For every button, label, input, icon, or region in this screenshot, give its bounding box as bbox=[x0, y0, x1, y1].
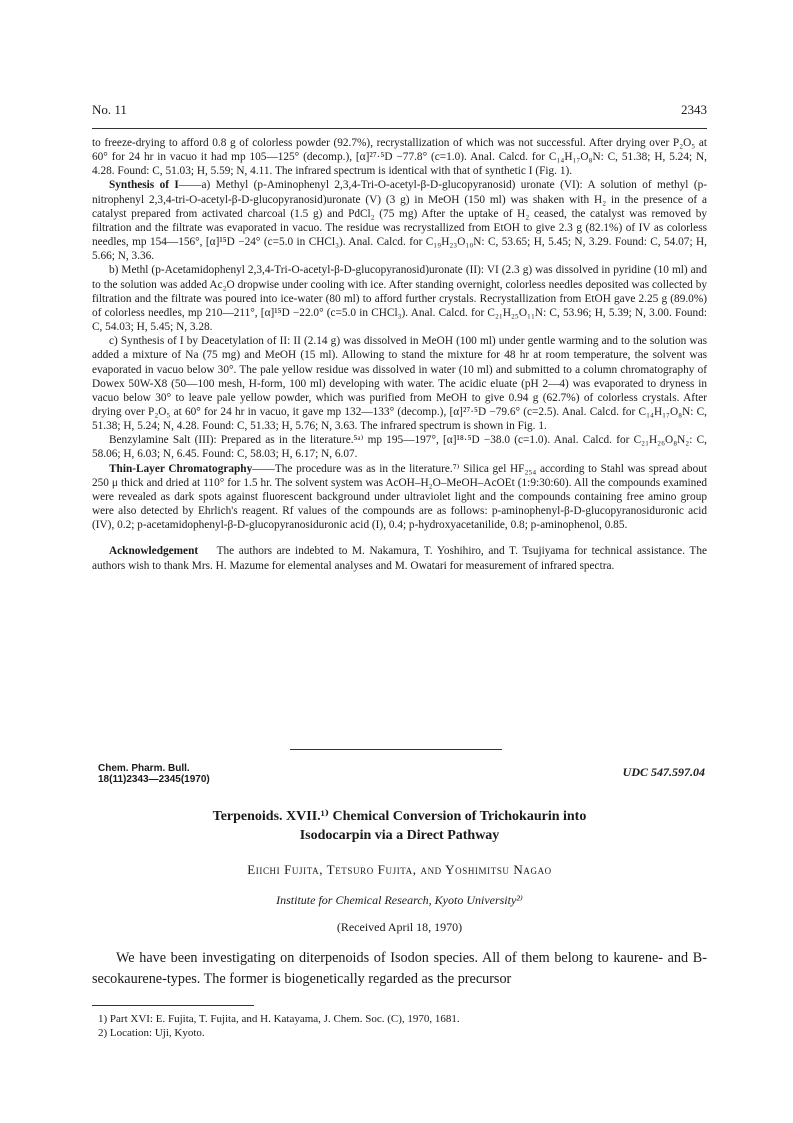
paragraph-tlc bbox=[92, 462, 707, 533]
acknowledgement-heading: Acknowledgement bbox=[109, 545, 199, 558]
header-rule bbox=[92, 128, 707, 129]
footnote-1: 1) Part XVI: E. Fujita, T. Fujita, and H. Katayama, J. Chem. Soc. (C), 1970, 1681. bbox=[98, 1013, 460, 1025]
introduction bbox=[92, 948, 707, 990]
title-line-2: Isodocarpin via a Direct Pathway bbox=[299, 828, 500, 843]
paragraph-benzylamine-salt: Benzylamine Salt (III): Prepared as in the literature.⁵ᵃ⁾ mp 195—197°, [α]¹⁸·⁵D −38.0 (c=1.0). Anal. Calcd. for C₂₁H₂₆O₈N₂: C, 58.06; H, 6.03; N, 6.45. Found: C, 58.03; H, 6.17; N, 6.07. bbox=[92, 434, 707, 461]
acknowledgement bbox=[92, 544, 707, 572]
synthesis-a-text: ——a) Methyl (p-Aminophenyl 2,3,4-Tri-O-acetyl-β-D-glucopyranosid) uronate (VI): A solution of methyl (p-nitrophenyl 2,3,4-tri-O-acetyl-β-D-glucopyranosid)uronate (V) (3 g) in MeOH (150 ml) was shaken with H₂ in the presence of a catalyst prepared from activated charcoal (1.5 g) and PdCl₂ (75 mg) After the uptake of H₂ ceased, the catalyst was removed by filtration and the filtrate was evaporated in vacuo. The residue was recrystallized from EtOH to give 2.3 g (82.1%) of IV as colorless needles, mp 154—156°, [α]¹⁵D −24° (c=5.0 in CHCl₃). Anal. Calcd. for C₁₉H₂₃O₁₀N: C, 53.65; H, 5.45; N, 3.29. Found: C, 54.07; H, 5.66; N, 3.36. bbox=[92, 179, 707, 263]
paragraph-synthesis-a bbox=[92, 178, 707, 263]
footnote-2: 2) Location: Uji, Kyoto. bbox=[98, 1027, 205, 1039]
issue-number: No. 11 bbox=[92, 102, 127, 117]
institution: Institute for Chemical Research, Kyoto University²⁾ bbox=[276, 893, 523, 907]
received-date: (Received April 18, 1970) bbox=[336, 920, 463, 934]
section-divider bbox=[290, 749, 502, 750]
author-list: Eiichi Fujita, Tetsuro Fujita, and Yoshimitsu Nagao bbox=[247, 862, 552, 877]
paragraph-continuation: to freeze-drying to afford 0.8 g of colorless powder (92.7%), recrystallization of which was not successful. After drying over P₂O₅ at 60° for 24 hr in vacuo it had mp 105—125° (decomp.), [α]²⁷·⁵D −77.8° (c=1.0). Anal. Calcd. for C₁₄H₁₇O₈N: C, 51.38; H, 5.24; N, 4.28. Found: C, 51.03; H, 5.59; N, 4.11. The infrared spectrum is identical with that of synthetic I (Fig. 1). bbox=[92, 137, 707, 178]
acknowledgement-text: The authors are indebted to M. Nakamura, T. Yoshihiro, and T. Tsujiyama for technical assistance. The authors wish to thank Mrs. H. Mazume for elemental analyses and M. Owatari for measurement of infrared spectra. bbox=[92, 545, 707, 572]
tlc-text: ——The procedure was as in the literature.⁷⁾ Silica gel HF₂₅₄ according to Stahl was spread about 250 μ thick and dried at 110° for 1.5 hr. The solvent system was AcOH–H₂O–MeOH–AcOEt (1:9:30:60). All the compounds examined were revealed as dark spots against fluorescent background under ultraviolet light and the compounds containing free amino group were also detected by Ehrlich's reagent. Rf values of the compounds are as follows: p-aminophenyl-β-D-glucopyranosiduronic acid (IV), 0.2; p-acetamidophenyl-β-D-glucopyranosiduronic acid (I), 0.4; p-hydroxyacetanilide, 0.8; p-aminophenol, 0.85. bbox=[92, 462, 707, 532]
title-line-1: Terpenoids. XVII.¹⁾ Chemical Conversion of Trichokaurin into bbox=[212, 809, 587, 824]
page-number: 2343 bbox=[681, 102, 707, 117]
journal-citation bbox=[92, 763, 210, 785]
citation-volume: 18(11)2343—2345(1970) bbox=[98, 774, 210, 785]
paragraph-synthesis-b: b) Methl (p-Acetamidophenyl 2,3,4-Tri-O-acetyl-β-D-glucopyranosid)uronate (II): VI (2.3 g) was dissolved in pyridine (10 ml) and to the solution was added Ac₂O dropwise under cooling with ice. After standing overnight, colorless needles deposited was collected by filtration and the filtrate was poured into ice-water (80 ml) to afford further crystals. Recrystallization from EtOH gave 2.25 g (89.0%) of colorless needles, mp 210—211°, [α]¹⁵D −22.0° (c=5.0 in CHCl₃). Anal. Calcd. for C₂₁H₂₅O₁₁N: C, 53.96; H, 5.39; N, 3.00. Found: C, 54.03; H, 5.45; N, 3.28. bbox=[92, 264, 707, 334]
tlc-heading: Thin-Layer Chromatography bbox=[109, 462, 253, 475]
citation-journal: Chem. Pharm. Bull. bbox=[98, 763, 190, 774]
intro-paragraph: We have been investigating on diterpenoids of Isodon species. All of them belong to kaurene- and B-secokaurene-types. The former is biogenetically regarded as the precursor bbox=[92, 950, 707, 987]
footnote-rule bbox=[92, 1005, 254, 1006]
experimental-section bbox=[92, 136, 707, 573]
paragraph-synthesis-c: c) Synthesis of I by Deacetylation of II: II (2.14 g) was dissolved in MeOH (100 ml) under gentle warming and to the solution was added a mixture of Na (75 mg) and MeOH (15 ml). Allowing to stand the mixture for 48 hr at room temperature, the solvent was evaporated in vacuo below 30°. The pale yellow residue was dissolved in water (10 ml) and submitted to a column chromatography of Dowex 50W-X8 (50—100 mesh, H-form, 100 ml) developing with water. The acidic eluate (pH 2—4) was evaporated to dryness in vacuo below 30° to leave pale yellow powder, which was purified from MeOH to give 0.94 g (62.7%) of colorless crystals. After drying over P₂O₅ at 60° for 24 hr in vacuo, it gave mp 132—133° (decomp.), [α]²⁷·⁵D −79.6° (c=2.5). Anal. Calcd. for C₁₄H₁₇O₈N: C, 51.38; H, 5.24; N, 4.28. Found: C, 51.33; H, 5.76; N, 3.63. The infrared spectrum is shown in Fig. 1. bbox=[92, 335, 707, 433]
udc-code: UDC 547.597.04 bbox=[622, 765, 705, 779]
running-header bbox=[92, 102, 707, 120]
article-title bbox=[92, 807, 707, 845]
synthesis-heading: Synthesis of I bbox=[109, 179, 179, 192]
